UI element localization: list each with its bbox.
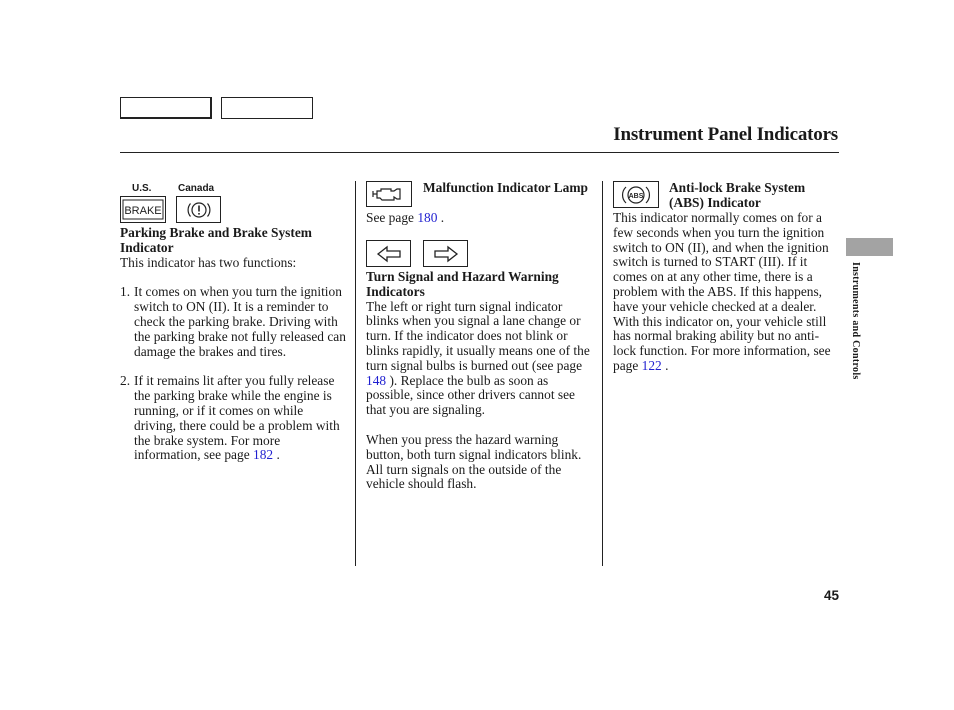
- list-item-text-wrapper: [134, 374, 348, 463]
- page-number: 45: [823, 588, 839, 603]
- list-item: [120, 374, 348, 463]
- list-item-suffix: .: [276, 447, 280, 463]
- turn-signal-para-2: When you press the hazard warning button, both turn signal indicators blink. All turn signals on the outside of the vehicle should flash.: [366, 431, 582, 492]
- parking-brake-list: [120, 285, 348, 463]
- page-link-122[interactable]: 122: [641, 357, 662, 373]
- brake-warning-icon: [176, 196, 221, 223]
- malfunction-see-page: [366, 211, 596, 226]
- see-page-text: See page: [366, 210, 414, 225]
- abs-paragraph: [613, 211, 841, 374]
- turn-signal-para-1: [366, 300, 596, 418]
- region-label-canada: Canada: [178, 183, 215, 194]
- abs-icon-text: ABS: [628, 192, 644, 200]
- abs-heading: Anti-lock Brake System (ABS) Indicator: [669, 180, 806, 210]
- abs-heading-block: [669, 181, 839, 211]
- malfunction-heading-block: [423, 181, 598, 196]
- section-tab-label: Instruments and Controls: [850, 262, 861, 380]
- list-item: [120, 285, 348, 359]
- region-label-us: U.S.: [132, 183, 152, 194]
- turn-signal-heading: Turn Signal and Hazard Warning Indicators: [366, 269, 559, 299]
- page-link-148[interactable]: 148: [366, 372, 387, 388]
- nav-button-next[interactable]: [221, 97, 313, 119]
- brake-indicator-icon: [120, 196, 166, 223]
- turn-left-arrow-icon: [366, 240, 411, 267]
- column-divider-1: [355, 181, 356, 566]
- turn-right-arrow-icon: [423, 240, 468, 267]
- engine-check-icon: [366, 181, 412, 207]
- list-item-number: 2.: [120, 373, 131, 389]
- abs-suffix: .: [665, 357, 669, 373]
- page-link-180[interactable]: 180: [417, 210, 438, 225]
- abs-indicator-icon: [613, 181, 659, 208]
- turn-signal-section: [366, 270, 596, 492]
- list-item-text: It comes on when you turn the ignition switch to ON (II). It is a reminder to check the parking brake. Driving with the parking brake not fully released can damage the brakes and tires.: [134, 284, 346, 359]
- list-item-number: 1.: [120, 284, 131, 300]
- see-page-suffix: .: [440, 210, 445, 225]
- parking-brake-heading: Parking Brake and Brake System Indicator: [120, 225, 312, 255]
- column-divider-2: [602, 181, 603, 566]
- parking-brake-section: [120, 226, 348, 463]
- malfunction-heading: Malfunction Indicator Lamp: [423, 180, 588, 195]
- section-tab: [846, 238, 893, 256]
- page-title: Instrument Panel Indicators: [613, 124, 838, 145]
- page-link-182[interactable]: 182: [253, 447, 274, 463]
- nav-button-previous[interactable]: [120, 97, 212, 119]
- malfunction-body: [366, 211, 596, 226]
- turn-signal-text: The left or right turn signal indicator blinks when you signal a lane change or turn. If the indicator does not blink or blinks rapidly, it usually means one of the turn signal bulbs is burned out (see page: [366, 298, 590, 373]
- parking-brake-intro: This indicator has two functions:: [120, 254, 297, 270]
- list-item-text: If it remains lit after you fully release the parking brake while the engine is running, or if it comes on while driving, there could be a problem with the brake system. For more information, see page: [134, 373, 340, 463]
- abs-body: [613, 211, 841, 374]
- brake-icon-text: BRAKE: [124, 205, 162, 217]
- abs-text: This indicator normally comes on for a few seconds when you turn the ignition switch to ON (II), and when the ignition switch is turned to START (III). If it comes on at any other time, there is a problem with the ABS. If this happens, have your vehicle checked at a dealer. With this indicator on, your vehicle still has normal braking ability but no anti-lock function. For more information, see page: [613, 210, 831, 373]
- header-divider: [120, 152, 839, 153]
- turn-signal-text-after: ). Replace the bulb as soon as possible, since other drivers cannot see that you are signaling.: [366, 372, 575, 418]
